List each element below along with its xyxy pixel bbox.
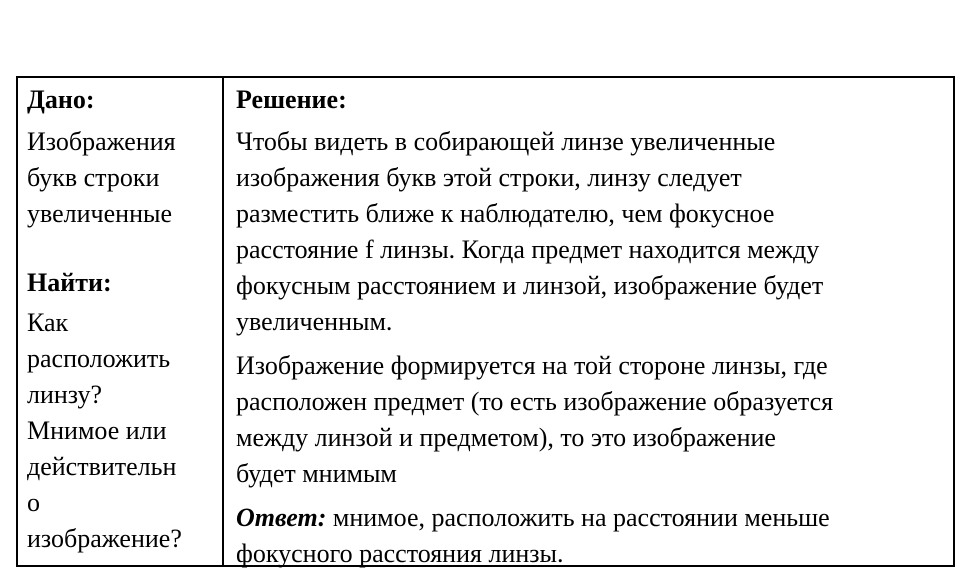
find-line: Как (27, 308, 69, 337)
solution-column (224, 78, 953, 568)
paragraph-line: расположен предмет (то есть изображение образуется (236, 387, 834, 416)
paragraph-line: расстояние f линзы. Когда предмет находится между (236, 235, 820, 264)
paragraph-line: увеличенным. (236, 307, 393, 336)
given-heading: Дано: (27, 85, 95, 114)
solution-paragraph-1 (236, 124, 947, 340)
find-line: расположить (27, 344, 171, 373)
given-text (27, 124, 214, 232)
given-line: букв строки (27, 163, 160, 192)
find-line: изображение? (27, 524, 182, 553)
find-text (27, 305, 214, 557)
find-line: линзу? (27, 380, 103, 409)
answer-paragraph (236, 500, 947, 572)
paragraph-line: Чтобы видеть в собирающей линзе увеличенные (236, 127, 776, 156)
find-line: о (27, 488, 40, 517)
paragraph-line: будет мнимым (236, 459, 397, 488)
answer-text: мнимое, расположить на расстоянии меньше (326, 503, 830, 532)
solution-paragraph-2 (236, 348, 947, 492)
paragraph-line: между линзой и предметом), то это изображение (236, 423, 776, 452)
given-find-column (18, 78, 224, 565)
paragraph-line: разместить ближе к наблюдателю, чем фокусное (236, 199, 775, 228)
answer-line-1 (236, 500, 947, 536)
find-line: действительн (27, 452, 177, 481)
given-line: увеличенные (27, 199, 173, 228)
answer-label: Ответ: (236, 503, 327, 532)
paragraph-line: фокусным расстоянием и линзой, изображение будет (236, 271, 824, 300)
find-heading: Найти: (27, 268, 112, 297)
answer-line-2: фокусного расстояния линзы. (236, 539, 564, 568)
paragraph-line: Изображение формируется на той стороне линзы, где (236, 351, 828, 380)
solution-heading: Решение: (236, 85, 347, 114)
find-line: Мнимое или (27, 416, 167, 445)
solution-table (16, 76, 955, 567)
given-line: Изображения (27, 127, 176, 156)
paragraph-line: изображения букв этой строки, линзу следует (236, 163, 742, 192)
